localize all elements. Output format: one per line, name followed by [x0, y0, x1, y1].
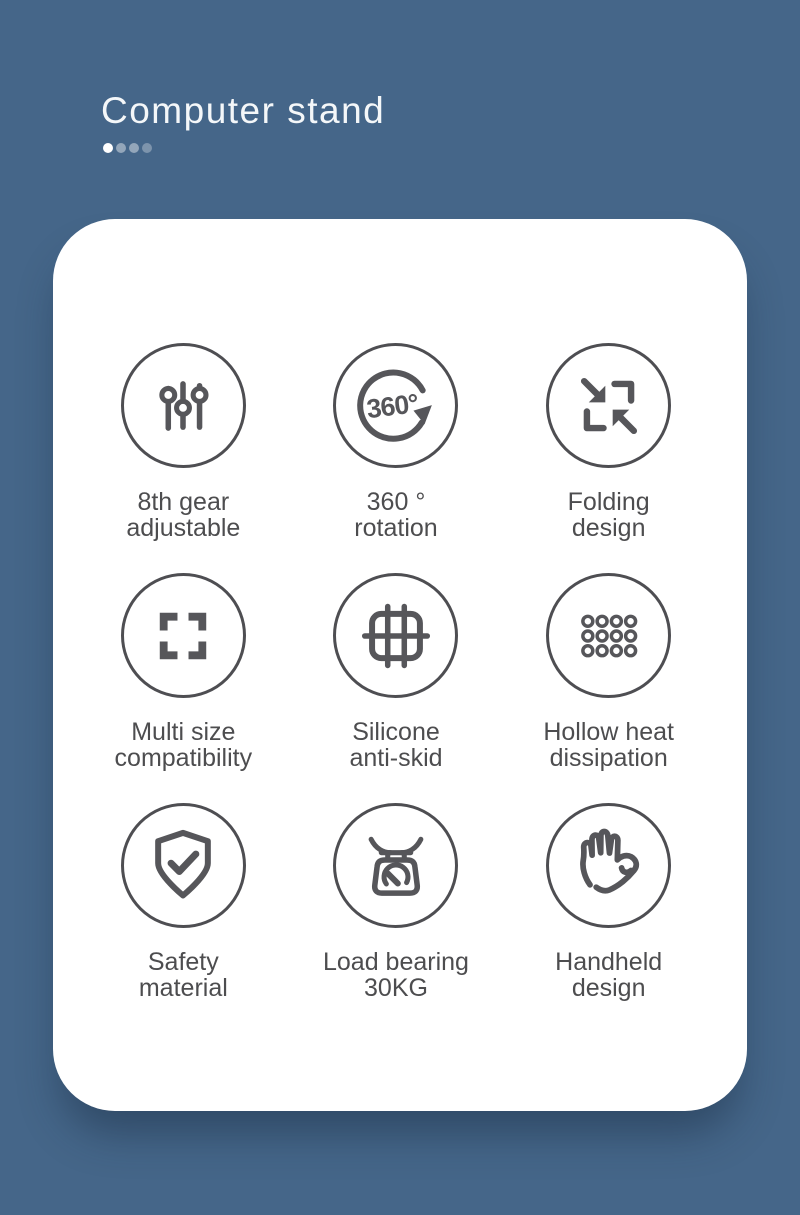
feature-label-line1: Safety [147, 948, 219, 976]
header [101, 90, 385, 153]
feature-label-line1: Handheld [555, 948, 663, 976]
feature-label-line2: compatibility [114, 744, 253, 772]
feature-label [568, 489, 650, 541]
feature-label-line2: adjustable [126, 514, 241, 542]
feature-silicone-antiskid [290, 573, 503, 803]
feature-label-line1: Hollow heat [543, 718, 674, 746]
feature-label-line1: 8th gear [137, 488, 230, 516]
feature-label [323, 949, 469, 1001]
feature-icon-circle [333, 343, 458, 468]
feature-label-line2: material [138, 974, 228, 1002]
feature-label [126, 489, 240, 541]
shield-check-icon [137, 820, 229, 912]
page-title: Computer stand [101, 90, 386, 131]
feature-label-line2: dissipation [549, 744, 668, 772]
feature-handheld-design [502, 803, 715, 1033]
feature-360-rotation [290, 343, 503, 573]
rotate-360-icon-text: 360° [364, 387, 420, 424]
fold-arrows-icon [563, 360, 655, 452]
feature-icon-circle [333, 573, 458, 698]
feature-icon-circle [546, 343, 671, 468]
feature-label [543, 719, 674, 771]
silicone-grid-icon [350, 590, 442, 682]
feature-label-line2: 30KG [364, 974, 428, 1002]
feature-label-line2: anti-skid [349, 744, 443, 772]
vent-holes-icon [563, 590, 655, 682]
feature-gear-adjustable [77, 343, 290, 573]
feature-safety-material [77, 803, 290, 1033]
feature-label-line1: Multi size [131, 718, 236, 746]
pagination-dot-3[interactable] [129, 143, 139, 153]
weight-scale-icon [350, 820, 442, 912]
feature-label [555, 949, 662, 1001]
rotate-360-icon [350, 360, 442, 452]
feature-icon-circle [546, 573, 671, 698]
feature-heat-dissipation [502, 573, 715, 803]
feature-card [53, 219, 747, 1111]
feature-icon-circle [121, 803, 246, 928]
feature-label-line1: Folding [567, 488, 650, 516]
pagination-dot-4[interactable] [142, 143, 152, 153]
feature-label-line1: Load bearing [323, 948, 469, 976]
feature-label-line2: design [571, 974, 646, 1002]
pagination-dot-2[interactable] [116, 143, 126, 153]
feature-folding-design [502, 343, 715, 573]
vertical-sliders-icon [137, 360, 229, 452]
feature-label [349, 719, 442, 771]
feature-label-line2: design [571, 514, 646, 542]
feature-label [115, 719, 253, 771]
feature-label-line1: Silicone [352, 718, 440, 746]
feature-load-bearing [290, 803, 503, 1033]
feature-label-line2: rotation [354, 514, 438, 542]
pagination-dot-1[interactable] [103, 143, 113, 153]
feature-icon-circle [121, 573, 246, 698]
size-frame-icon [137, 590, 229, 682]
feature-icon-circle [546, 803, 671, 928]
feature-icon-circle [121, 343, 246, 468]
feature-label-line1: 360 ° [366, 488, 426, 516]
feature-multi-size [77, 573, 290, 803]
hand-palm-icon [563, 820, 655, 912]
pagination [103, 143, 385, 153]
feature-icon-circle [333, 803, 458, 928]
feature-grid [53, 219, 747, 1033]
feature-label [354, 489, 437, 541]
feature-label [139, 949, 228, 1001]
